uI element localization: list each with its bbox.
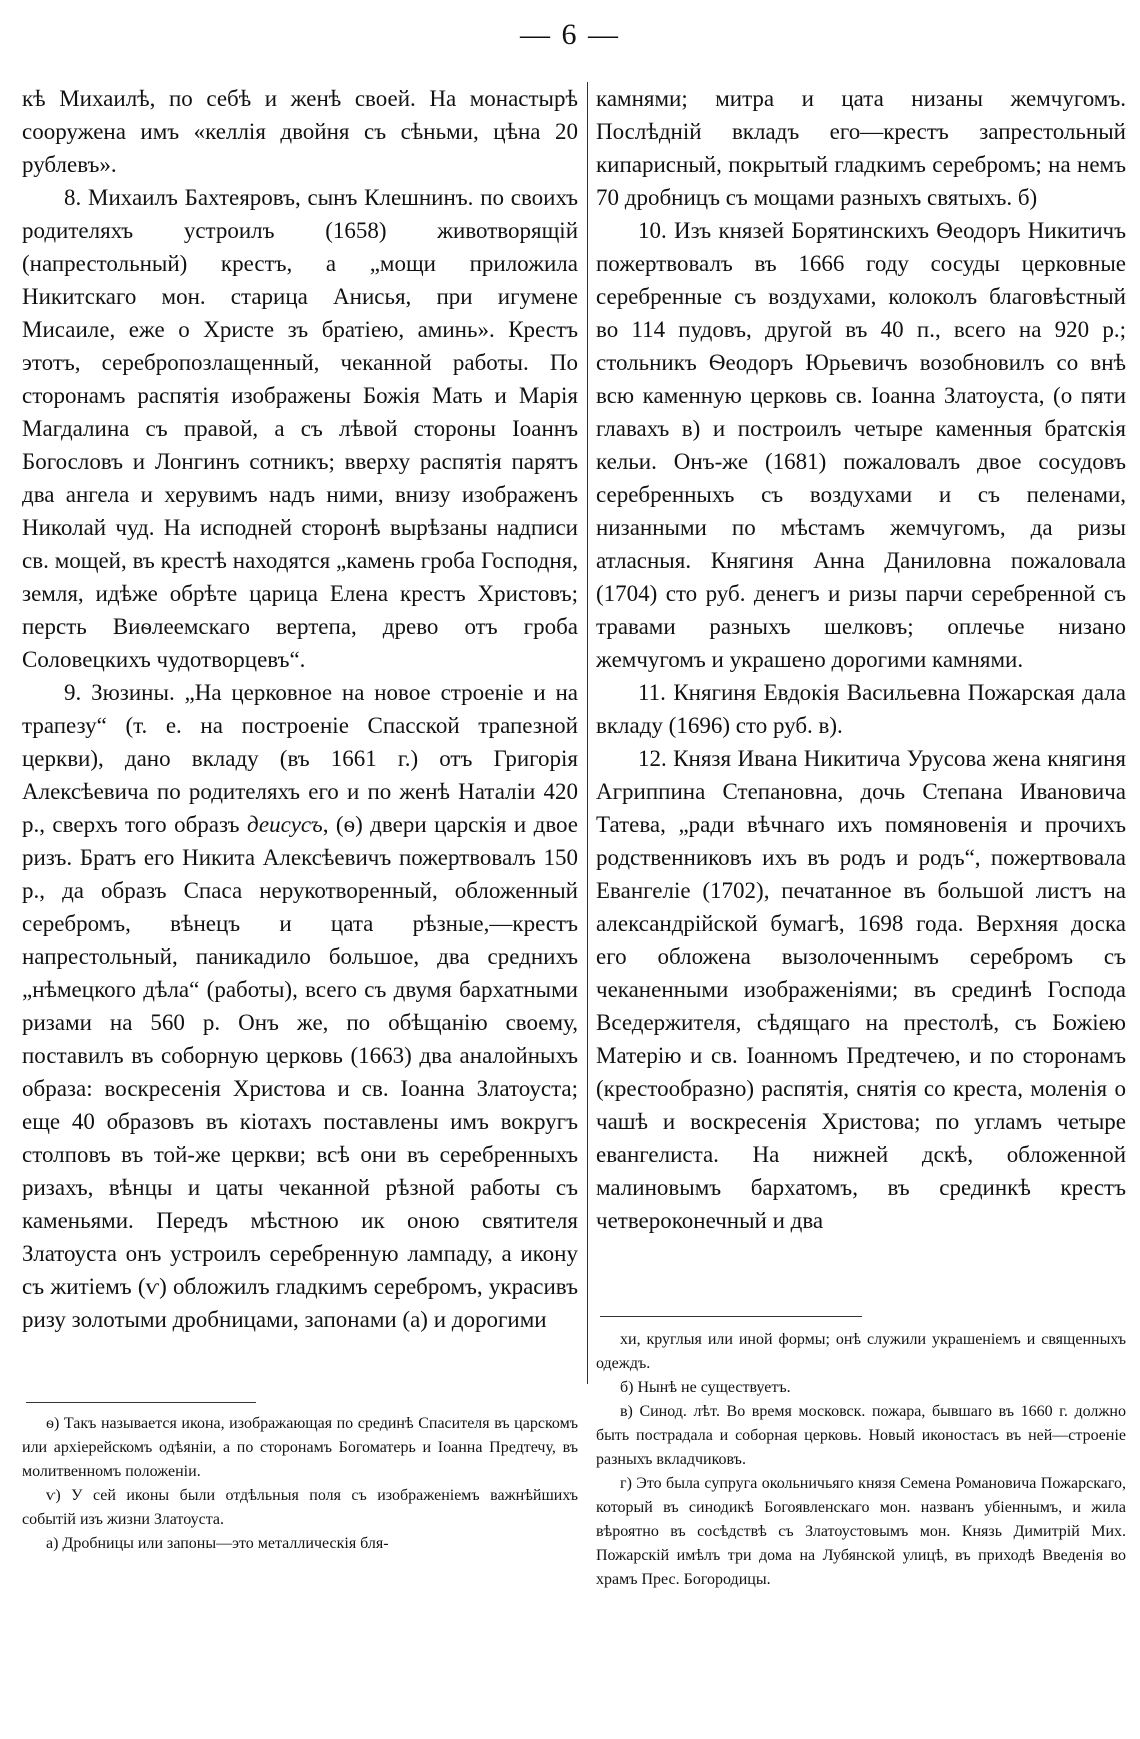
paragraph-9-part-2: , (ѳ) двери царскія и двое ризъ. Братъ его Никита Алексѣевичъ пожертвовалъ 150 р., да образъ Спаса нерукотворенный, обложенный серебромъ, вѣнецъ и цата рѣзные,—крестъ напрестольный, паникадило большое, два среднихъ „нѣмецкого дѣла“ (работы), всего съ двумя бархатными ризами на 560 р. Онъ же, по обѣщанію своему, поставилъ въ соборную церковь (1663) два аналойныхъ образа: воскресенія Христова и св. Іоанна Златоуста; еще 40 образовъ въ кіотахъ поставлены имъ вокругъ столповъ въ той-же церкви; всѣ они въ серебренныхъ ризахъ, вѣнцы и цаты чеканной рѣзной работы съ каменьями. Передъ мѣстною ик оною святителя Златоуста онъ устроилъ серебренную лампаду, а икону съ житіемъ (ѵ) обложилъ гладкимъ серебромъ, украсивъ ризу золотыми дробницами, запонами (а) и дорогими <box>22 812 579 1332</box>
page-number: — 6 — <box>520 18 620 51</box>
footnote-g: г) Это была супруга окольничьяго князя Семена Романовича Пожарскаго, который въ синодикѣ Богоявленскаго мон. названъ убіеннымъ, и жила вѣроятно въ сосѣдствѣ съ Златоустовымъ мон. Князь Димитрій Мих. Пожарскій имѣлъ три дома на Лубянской улицѣ, въ приходѣ Введенія во храмъ Прес. Богородицы. <box>596 1475 1126 1588</box>
footnote-theta: ѳ) Такъ называется икона, изображающая по срединѣ Спасителя въ царскомъ или архіерейскомъ одѣяніи, а по сторонамъ Богоматерь и Іоанна Предтечу, въ молитвенномъ положеніи. <box>22 1415 578 1480</box>
paragraph-continued-right: камнями; митра и цата низаны жемчугомъ. Послѣдній вкладъ его—крестъ запрестольный кипарисный, покрытый гладкимъ серебромъ; на немъ 70 дробницъ съ мощами разныхъ святыхъ. б) <box>596 86 1126 210</box>
paragraph-10: 10. Изъ князей Борятинскихъ Ѳеодоръ Никитичъ пожертвовалъ въ 1666 году сосуды церковные серебренные съ воздухами, колоколъ благовѣстный во 114 пудовъ, другой въ 40 п., всего на 920 р.; стольникъ Ѳеодоръ Юрьевичъ возобновилъ со внѣ всю каменную церковь св. Іоанна Златоуста, (о пяти главахъ в) и построилъ четыре каменныя братскія кельи. Онъ-же (1681) пожаловалъ двое сосудовъ серебренныхъ съ воздухами и съ пеленами, низанными по мѣстамъ жемчугомъ, да ризы атласныя. Княгиня Анна Даниловна пожаловала (1704) сто руб. денегъ и ризы парчи серебренной съ травами разныхъ шелковъ; оплечье низано жемчугомъ и украшено дорогими камнями. <box>596 218 1126 672</box>
left-footnotes <box>22 1412 578 1556</box>
paragraph-9-part-1: 9. Зюзины. „На церковное на новое строеніе и на трапезу“ (т. е. на построеніе Спасской трапезной церкви), дано вкладу (въ 1661 г.) отъ Григорія Алексѣевича по родителяхъ его и по женѣ Наталіи 420 р., сверхъ того образъ <box>22 680 578 837</box>
left-footnote-rule <box>26 1402 256 1403</box>
footnote-a: а) Дробницы или запоны—это металлическія бля- <box>46 1535 389 1552</box>
paragraph-12: 12. Князя Ивана Никитича Урусова жена княгиня Агриппина Степановна, дочь Степана Ивановича Татева, „ради вѣчнаго ихъ помяновенія и прочихъ родственниковъ ихъ въ родъ и родъ“, пожертвовала Евангеліе (1702), печатанное въ большой листъ на александрійской бумагѣ, 1698 года. Верхняя доска его обложена вызолоченнымъ серебромъ съ чеканенными изображеніями; въ срединѣ Господа Вседержителя, сѣдящаго на престолѣ, съ Божіею Матерію и св. Іоанномъ Предтечею, и по сторонамъ (крестообразно) распятія, снятія со креста, моленія о чашѣ и воскресенія Христова; по угламъ четыре евангелиста. На нижней дскѣ, обложенной малиновымъ бархатомъ, въ срединкѣ крестъ четвероконечный и два <box>596 746 1126 1233</box>
footnote-izhitsa: ѵ) У сей иконы были отдѣльныя поля съ изображеніемъ важнѣйшихъ событій изъ жизни Златоуста. <box>22 1487 578 1528</box>
footnote-v: в) Синод. лѣт. Во время московск. пожара, бывшаго въ 1660 г. должно быть пострадала и соборная церковь. Новый иконостасъ въ ней—строеніе разныхъ вкладчиковъ. <box>596 1403 1126 1468</box>
paragraph-8: 8. Михаилъ Бахтеяровъ, сынъ Клешнинъ. по своихъ родителяхъ устроилъ (1658) животворящій (напрестольный) крестъ, а „мощи приложила Никитскаго мон. старица Анисья, при игумене Мисаиле, еже о Христе зъ братіею, аминь». Крестъ этотъ, серебропозлащенный, чеканной работы. По сторонамъ распятія изображены Божія Мать и Марія Магдалина съ правой, а съ лѣвой стороны Іоаннъ Богословъ и Лонгинъ сотникъ; вверху распятія парятъ два ангела и херувимъ надъ ними, внизу изображенъ Николай чуд. На исподней сторонѣ вырѣзаны надписи св. мощей, въ крестѣ находятся „камень гроба Господня, земля, идѣже обрѣте царица Елена крестъ Христовъ; персть Виѳлеемскаго вертепа, древо отъ гроба Соловецкихъ чудотворцевъ“. <box>22 185 578 672</box>
paragraph-continued: кѣ Михаилѣ, по себѣ и женѣ своей. На монастырѣ сооружена имъ «келлія двойня съ сѣньми, цѣна 20 рублевъ». <box>22 86 578 177</box>
right-footnote-rule <box>600 1316 862 1317</box>
paragraph-9 <box>22 676 578 1336</box>
right-footnotes <box>596 1328 1126 1592</box>
right-column <box>596 82 1126 1237</box>
left-column <box>22 82 578 1336</box>
paragraph-11: 11. Княгиня Евдокія Васильевна Пожарская дала вкладу (1696) сто руб. в). <box>596 680 1126 738</box>
column-divider <box>587 82 588 1384</box>
paragraph-9-italic-term: деисусъ <box>247 812 323 837</box>
footnote-continued: хи, круглыя или иной формы; онѣ служили украшеніемъ и священныхъ одеждъ. <box>596 1331 1126 1372</box>
footnote-b: б) Нынѣ не существуетъ. <box>620 1379 791 1396</box>
